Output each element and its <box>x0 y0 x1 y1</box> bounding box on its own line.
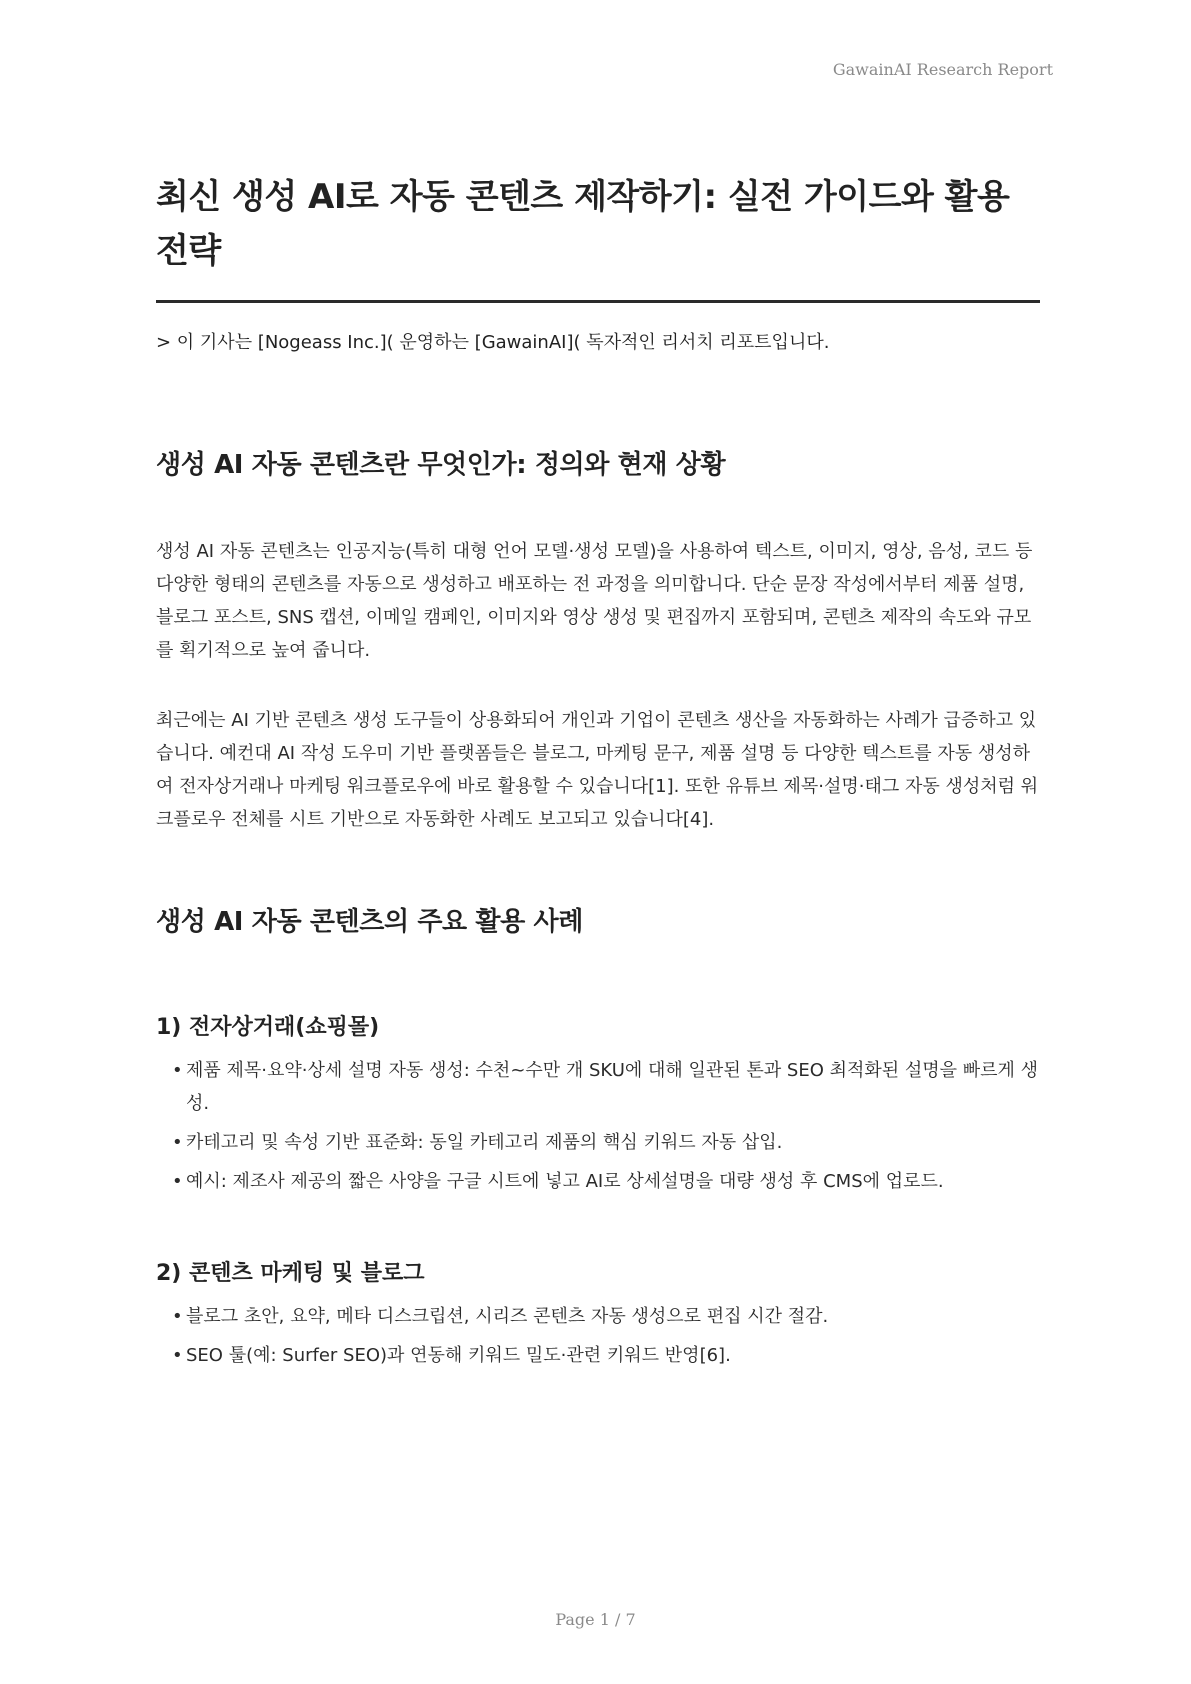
list-item: • 카테고리 및 속성 기반 표준화: 동일 카테고리 제품의 핵심 키워드 자동 삽입. <box>156 1126 1040 1159</box>
list-item: • 블로그 초안, 요약, 메타 디스크립션, 시리즈 콘텐츠 자동 생성으로 편집 시간 절감. <box>156 1300 1040 1333</box>
section-heading-definition: 생성 AI 자동 콘텐츠란 무엇인가: 정의와 현재 상황 <box>156 450 726 480</box>
ecommerce-list <box>156 1054 1040 1198</box>
document-body <box>156 170 1040 1378</box>
marketing-list <box>156 1300 1040 1372</box>
section-heading-use-cases: 생성 AI 자동 콘텐츠의 주요 활용 사례 <box>156 907 583 937</box>
paragraph-current-status: 최근에는 AI 기반 콘텐츠 생성 도구들이 상용화되어 개인과 기업이 콘텐츠 생산을 자동화하는 사례가 급증하고 있습니다. 예컨대 AI 작성 도우미 기반 플랫폼들은 블로그, 마케팅 문구, 제품 설명 등 다양한 텍스트를 자동 생성하여 전자상거래나 마케팅 워크플로우에 바로 활용할 수 있습니다[1]. 또한 유튜브 제목·설명·태그 자동 생성처럼 워크플로우 전체를 시트 기반으로 자동화한 사례도 보고되고 있습니다[4]. <box>156 710 1039 830</box>
list-item: • SEO 툴(예: Surfer SEO)과 연동해 키워드 밀도·관련 키워드 반영[6]. <box>156 1339 1040 1372</box>
list-item: • 제품 제목·요약·상세 설명 자동 생성: 수천~수만 개 SKU에 대해 일관된 톤과 SEO 최적화된 설명을 빠르게 생성. <box>156 1054 1040 1120</box>
intro-quote: > 이 기사는 [Nogeass Inc.]( 운영하는 [GawainAI]( 독자적인 리서치 리포트입니다. <box>156 332 830 353</box>
subsection-heading-ecommerce: 1) 전자상거래(쇼핑몰) <box>156 1015 380 1040</box>
subsection-heading-marketing: 2) 콘텐츠 마케팅 및 블로그 <box>156 1261 425 1286</box>
document-title: 최신 생성 AI로 자동 콘텐츠 제작하기: 실전 가이드와 활용 전략 <box>156 177 1010 271</box>
paragraph-definition: 생성 AI 자동 콘텐츠는 인공지능(특히 대형 언어 모델·생성 모델)을 사용하여 텍스트, 이미지, 영상, 음성, 코드 등 다양한 형태의 콘텐츠를 자동으로 생성하고 배포하는 전 과정을 의미합니다. 단순 문장 작성에서부터 제품 설명, 블로그 포스트, SNS 캡션, 이메일 캠페인, 이미지와 영상 생성 및 편집까지 포함되며, 콘텐츠 제작의 속도와 규모를 획기적으로 높여 줍니다. <box>156 541 1033 661</box>
running-header: GawainAI Research Report <box>832 60 1053 79</box>
page-number: Page 1 / 7 <box>555 1610 636 1629</box>
title-divider <box>156 300 1040 303</box>
list-item: • 예시: 제조사 제공의 짧은 사양을 구글 시트에 넣고 AI로 상세설명을 대량 생성 후 CMS에 업로드. <box>156 1165 1040 1198</box>
